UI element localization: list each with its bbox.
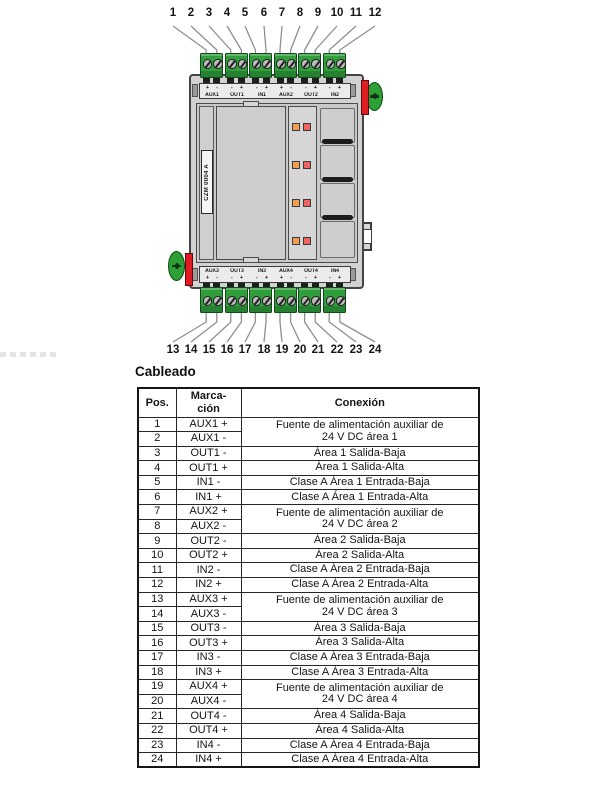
terminal-label-group — [225, 85, 249, 99]
pos-cell: 16 — [138, 636, 176, 651]
terminal-screw-icon — [287, 296, 297, 306]
header-marking-line1: Marca- — [190, 390, 227, 403]
pos-cell: 24 — [138, 753, 176, 768]
pin-number: 19 — [275, 344, 289, 356]
connection-text: 24 V DC área 2 — [321, 518, 398, 531]
terminal-label-group — [299, 85, 323, 99]
marking-cell: IN1 - — [176, 475, 241, 490]
pos-cell: 2 — [138, 432, 176, 447]
cover-panel — [216, 106, 286, 260]
connection-cell — [241, 680, 479, 709]
marking-cell: AUX1 + — [176, 417, 241, 432]
led-indicator-red-icon — [303, 199, 311, 207]
slot-divider-bar — [322, 177, 353, 182]
table-row — [138, 563, 479, 578]
terminal-block — [274, 287, 297, 313]
polarity-sign: - — [230, 275, 233, 281]
strip-end-cap — [192, 84, 198, 97]
table-row — [138, 636, 479, 651]
slot-divider-bar — [322, 139, 353, 144]
connection-cell — [241, 505, 479, 534]
pos-cell: 18 — [138, 665, 176, 680]
marking-cell: OUT3 + — [176, 636, 241, 651]
pos-cell: 7 — [138, 505, 176, 520]
pin-number: 17 — [238, 344, 252, 356]
terminal-label-group — [200, 85, 224, 99]
terminal-block — [298, 53, 321, 78]
relay-slot-column — [318, 106, 358, 260]
cover-notch-bottom — [243, 257, 259, 263]
pos-cell: 4 — [138, 461, 176, 476]
table-row — [138, 548, 479, 563]
marking-cell: IN1 + — [176, 490, 241, 505]
polarity-sign: + — [264, 275, 268, 281]
table-header-row — [138, 388, 479, 417]
terminal-label-group — [323, 268, 347, 282]
polarity-sign: + — [239, 85, 243, 91]
polarity-sign: - — [329, 275, 332, 281]
pin-number: 7 — [278, 7, 286, 19]
connection-text: Clase A Área 3 Entrada-Baja — [289, 651, 430, 664]
polarity-marks — [324, 85, 346, 91]
marking-cell: OUT2 + — [176, 548, 241, 563]
connection-text: Fuente de alimentación auxiliar de — [275, 681, 444, 694]
table-row — [138, 417, 479, 432]
pos-cell: 10 — [138, 548, 176, 563]
polarity-sign: + — [313, 85, 317, 91]
connection-cell — [241, 636, 479, 651]
table-row — [138, 534, 479, 549]
terminal-screw-icon — [336, 296, 346, 306]
connection-cell — [241, 621, 479, 636]
terminal-block — [200, 287, 223, 313]
din-clip-notch — [363, 229, 372, 244]
connection-text: Área 2 Salida-Baja — [313, 534, 406, 547]
terminal-label: AUX2 — [279, 92, 293, 98]
pos-cell: 23 — [138, 738, 176, 753]
terminal-screw-icon — [213, 296, 223, 306]
pos-cell: 13 — [138, 592, 176, 607]
terminal-label-group — [299, 268, 323, 282]
connection-text: Fuente de alimentación auxiliar de — [275, 594, 444, 607]
relay-slot — [320, 108, 355, 143]
locking-knob-icon-bottom — [168, 251, 185, 281]
polarity-sign: - — [304, 275, 307, 281]
pin-number: 3 — [205, 7, 213, 19]
terminal-screw-icon — [262, 59, 272, 69]
terminal-label: IN4 — [331, 268, 340, 274]
red-latch-top — [361, 80, 369, 115]
pos-cell: 9 — [138, 534, 176, 549]
polarity-sign: - — [290, 85, 293, 91]
connection-text: Área 3 Salida-Baja — [313, 621, 406, 634]
table-body — [138, 417, 479, 767]
polarity-sign: + — [264, 85, 268, 91]
connection-cell — [241, 723, 479, 738]
marking-cell: IN2 + — [176, 578, 241, 593]
terminal-block — [323, 53, 346, 78]
pin-number: 24 — [368, 344, 382, 356]
pos-cell: 11 — [138, 563, 176, 578]
terminal-block — [323, 287, 346, 313]
terminal-screw-icon — [276, 59, 286, 69]
terminal-block — [249, 287, 272, 313]
connection-text: Clase A Área 2 Entrada-Baja — [289, 563, 430, 576]
terminal-label: IN1 — [257, 92, 266, 98]
connection-text: Clase A Área 4 Entrada-Alta — [291, 752, 429, 765]
pin-number: 15 — [202, 344, 216, 356]
header-marking-line2: ción — [197, 402, 220, 415]
marking-cell: IN3 - — [176, 651, 241, 666]
device-label: CZM 0004 A — [204, 163, 210, 201]
pos-cell: 6 — [138, 490, 176, 505]
pos-cell: 12 — [138, 578, 176, 593]
connection-text: Fuente de alimentación auxiliar de — [275, 419, 444, 432]
polarity-marks — [201, 275, 223, 281]
terminal-label-group — [250, 85, 274, 99]
connection-text: Clase A Área 2 Entrada-Alta — [291, 578, 429, 591]
terminal-label: AUX1 — [205, 92, 220, 98]
connection-cell — [241, 417, 479, 446]
pos-cell: 5 — [138, 475, 176, 490]
pin-number: 14 — [184, 344, 198, 356]
marking-cell: IN4 + — [176, 753, 241, 768]
slot-divider-bar — [322, 215, 353, 220]
polarity-sign: + — [338, 275, 342, 281]
polarity-marks — [300, 275, 322, 281]
marking-cell: OUT4 + — [176, 723, 241, 738]
terminal-label-group — [225, 268, 249, 282]
terminal-label-group — [250, 268, 274, 282]
table-row — [138, 723, 479, 738]
polarity-sign: - — [255, 85, 258, 91]
polarity-sign: - — [304, 85, 307, 91]
pos-cell: 8 — [138, 519, 176, 534]
terminal-screw-icon — [326, 296, 336, 306]
polarity-marks — [275, 85, 297, 91]
device-label-plate — [201, 150, 213, 214]
connection-text: Área 3 Salida-Alta — [315, 636, 405, 649]
polarity-marks — [300, 85, 322, 91]
polarity-marks — [251, 85, 273, 91]
table-row — [138, 709, 479, 724]
pos-cell: 21 — [138, 709, 176, 724]
pos-cell: 15 — [138, 621, 176, 636]
connection-text: Clase A Área 1 Entrada-Alta — [291, 490, 429, 503]
connection-cell — [241, 534, 479, 549]
pos-cell: 19 — [138, 680, 176, 695]
pin-number: 4 — [223, 7, 231, 19]
pos-cell: 14 — [138, 607, 176, 622]
marking-cell: IN4 - — [176, 738, 241, 753]
terminal-screw-icon — [336, 59, 346, 69]
terminal-screw-icon — [311, 59, 321, 69]
table-row — [138, 505, 479, 520]
terminal-block — [298, 287, 321, 313]
table-row — [138, 578, 479, 593]
marking-cell: AUX3 + — [176, 592, 241, 607]
connection-cell — [241, 592, 479, 621]
polarity-marks — [251, 275, 273, 281]
terminal-screw-icon — [301, 59, 311, 69]
led-indicator-orange-icon — [292, 161, 300, 169]
led-indicator-red-icon — [303, 123, 311, 131]
connection-text: Clase A Área 3 Entrada-Alta — [291, 665, 429, 678]
connection-cell — [241, 475, 479, 490]
marking-cell: AUX4 - — [176, 694, 241, 709]
connection-cell — [241, 709, 479, 724]
pin-number: 23 — [349, 344, 363, 356]
pin-number: 16 — [220, 344, 234, 356]
pin-number: 13 — [166, 344, 180, 356]
marking-cell: OUT3 - — [176, 621, 241, 636]
terminal-label-group — [274, 85, 298, 99]
pin-number: 5 — [241, 7, 249, 19]
led-indicator-orange-icon — [292, 237, 300, 245]
table-row — [138, 446, 479, 461]
polarity-sign: - — [329, 85, 332, 91]
table-row — [138, 651, 479, 666]
terminal-label-group — [323, 85, 347, 99]
connection-cell — [241, 665, 479, 680]
table-title: Cableado — [135, 364, 196, 379]
marking-cell: OUT1 - — [176, 446, 241, 461]
terminal-label: OUT2 — [303, 92, 318, 98]
table-row — [138, 753, 479, 768]
connection-text: 24 V DC área 4 — [321, 693, 398, 706]
terminal-label: OUT3 — [230, 268, 244, 274]
header-connection: Conexión — [241, 388, 479, 417]
connection-text: 24 V DC área 1 — [321, 430, 398, 443]
terminal-screw-icon — [203, 59, 213, 69]
led-column — [288, 106, 317, 260]
pos-cell: 1 — [138, 417, 176, 432]
pos-cell: 17 — [138, 651, 176, 666]
pin-number: 9 — [314, 7, 322, 19]
connection-cell — [241, 753, 479, 768]
relay-slot — [320, 221, 355, 258]
table-row — [138, 665, 479, 680]
bottom-terminal-label-strip — [199, 266, 351, 283]
connection-cell — [241, 578, 479, 593]
led-indicator-red-icon — [303, 237, 311, 245]
pin-number: 2 — [187, 7, 195, 19]
pin-number: 6 — [260, 7, 268, 19]
wiring-table — [137, 387, 480, 768]
terminal-screw-icon — [213, 59, 223, 69]
pin-number: 11 — [349, 7, 363, 19]
terminal-block — [274, 53, 297, 78]
polarity-marks — [324, 275, 346, 281]
connection-cell — [241, 446, 479, 461]
connection-cell — [241, 490, 479, 505]
cover-notch-top — [243, 101, 259, 107]
header-pos: Pos. — [138, 388, 176, 417]
connection-cell — [241, 738, 479, 753]
terminal-screw-icon — [301, 296, 311, 306]
marking-cell: OUT1 + — [176, 461, 241, 476]
terminal-label: OUT4 — [303, 268, 318, 274]
pin-number: 1 — [169, 7, 177, 19]
terminal-screw-icon — [276, 296, 286, 306]
polarity-sign: + — [280, 275, 284, 281]
terminal-screw-icon — [252, 59, 262, 69]
marking-cell: IN2 - — [176, 563, 241, 578]
connection-text: Clase A Área 1 Entrada-Baja — [289, 475, 430, 488]
pin-number: 8 — [296, 7, 304, 19]
connection-text: Fuente de alimentación auxiliar de — [275, 506, 444, 519]
marking-cell: AUX2 - — [176, 519, 241, 534]
polarity-sign: + — [338, 85, 342, 91]
connection-cell — [241, 563, 479, 578]
connection-text: 24 V DC área 3 — [321, 605, 398, 618]
marking-cell: AUX2 + — [176, 505, 241, 520]
pin-number: 12 — [368, 7, 382, 19]
led-indicator-red-icon — [303, 161, 311, 169]
terminal-screw-icon — [262, 296, 272, 306]
connection-cell — [241, 548, 479, 563]
polarity-sign: + — [206, 85, 210, 91]
polarity-sign: + — [313, 275, 317, 281]
connection-text: Área 4 Salida-Baja — [313, 709, 406, 722]
pin-number: 10 — [330, 7, 344, 19]
connection-text: Área 1 Salida-Baja — [313, 446, 406, 459]
polarity-sign: + — [239, 275, 243, 281]
polarity-sign: - — [230, 85, 233, 91]
terminal-screw-icon — [238, 59, 248, 69]
polarity-marks — [275, 275, 297, 281]
marking-cell: AUX1 - — [176, 432, 241, 447]
marking-cell: OUT4 - — [176, 709, 241, 724]
terminal-block — [225, 53, 248, 78]
connection-text: Área 4 Salida-Alta — [315, 724, 405, 737]
top-terminal-label-strip — [199, 83, 351, 99]
connection-text: Área 2 Salida-Alta — [315, 548, 405, 561]
table-row — [138, 738, 479, 753]
pin-number: 18 — [257, 344, 271, 356]
terminal-screw-icon — [238, 296, 248, 306]
terminal-label: IN2 — [331, 92, 340, 98]
polarity-sign: - — [216, 275, 219, 281]
connection-cell — [241, 651, 479, 666]
marking-cell: AUX3 - — [176, 607, 241, 622]
marking-cell: AUX4 + — [176, 680, 241, 695]
polarity-marks — [226, 85, 248, 91]
terminal-block — [200, 53, 223, 78]
connection-cell — [241, 461, 479, 476]
polarity-sign: + — [280, 85, 284, 91]
connection-text: Área 1 Salida-Alta — [315, 461, 405, 474]
terminal-label-group — [274, 268, 298, 282]
terminal-label: AUX4 — [279, 268, 293, 274]
terminal-screw-icon — [252, 296, 262, 306]
polarity-marks — [226, 275, 248, 281]
marking-cell: IN3 + — [176, 665, 241, 680]
terminal-label: OUT1 — [230, 92, 244, 98]
pos-cell: 22 — [138, 723, 176, 738]
terminal-screw-icon — [287, 59, 297, 69]
pin-number: 20 — [293, 344, 307, 356]
header-marking — [176, 388, 241, 417]
led-indicator-orange-icon — [292, 199, 300, 207]
polarity-sign: - — [255, 275, 258, 281]
pin-number: 22 — [330, 344, 344, 356]
terminal-block — [249, 53, 272, 78]
table-row — [138, 461, 479, 476]
led-indicator-orange-icon — [292, 123, 300, 131]
polarity-sign: - — [216, 85, 219, 91]
table-row — [138, 475, 479, 490]
pos-cell: 3 — [138, 446, 176, 461]
marking-cell: OUT2 - — [176, 534, 241, 549]
terminal-screw-icon — [203, 296, 213, 306]
terminal-label-group — [200, 268, 224, 282]
table-row — [138, 592, 479, 607]
terminal-label: AUX3 — [205, 268, 220, 274]
connection-text: Clase A Área 4 Entrada-Baja — [289, 738, 430, 751]
table-row — [138, 621, 479, 636]
terminal-screw-icon — [227, 296, 237, 306]
table-row — [138, 680, 479, 695]
table-row — [138, 490, 479, 505]
red-latch-bottom — [185, 253, 193, 286]
terminal-screw-icon — [326, 59, 336, 69]
polarity-marks — [201, 85, 223, 91]
pos-cell: 20 — [138, 694, 176, 709]
polarity-sign: - — [290, 275, 293, 281]
relay-slot — [320, 145, 355, 180]
polarity-sign: + — [206, 275, 210, 281]
terminal-block — [225, 287, 248, 313]
relay-slot — [320, 183, 355, 218]
terminal-screw-icon — [227, 59, 237, 69]
pin-number: 21 — [311, 344, 325, 356]
terminal-label: IN3 — [257, 268, 266, 274]
terminal-screw-icon — [311, 296, 321, 306]
